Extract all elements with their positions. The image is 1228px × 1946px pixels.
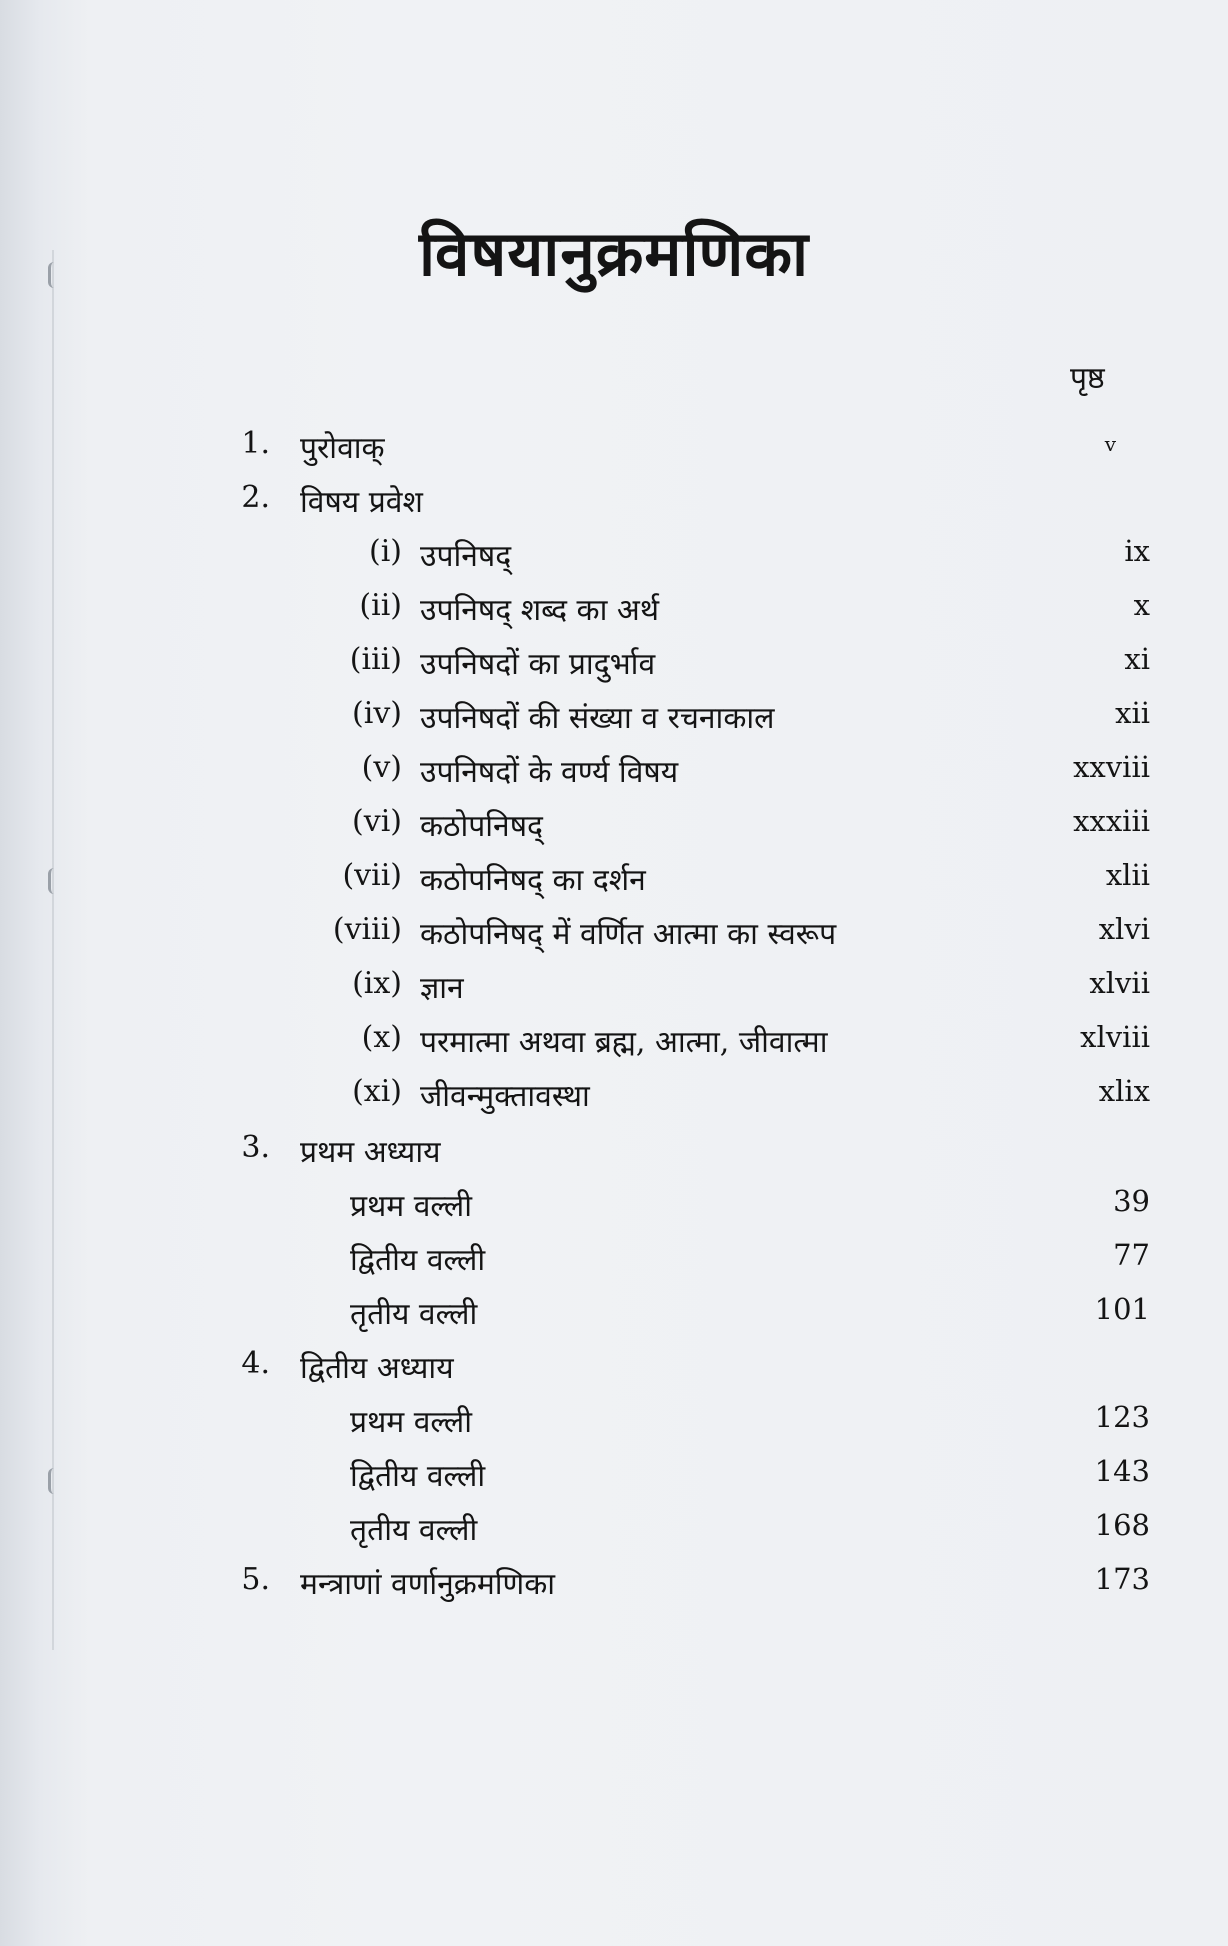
toc-entry-number: 4. bbox=[241, 1346, 270, 1381]
toc-entry-label: उपनिषद् शब्द का अर्थ bbox=[420, 593, 659, 628]
toc-entry-number: (vi) bbox=[352, 804, 402, 839]
toc-entry-page: 168 bbox=[1094, 1508, 1150, 1542]
toc-entry bbox=[0, 480, 1228, 530]
toc-entry bbox=[0, 534, 1228, 584]
toc-entry bbox=[0, 1074, 1228, 1124]
toc-entry-page: 143 bbox=[1094, 1454, 1150, 1488]
toc-entry bbox=[0, 1184, 1228, 1234]
toc-entry-page: xlix bbox=[1098, 1074, 1150, 1108]
toc-entry-label: प्रथम वल्ली bbox=[350, 1189, 473, 1224]
toc-entry-label: उपनिषदों के वर्ण्य विषय bbox=[420, 755, 679, 790]
toc-entry bbox=[0, 1454, 1228, 1504]
toc-entry bbox=[0, 1020, 1228, 1070]
toc-entry-page: xii bbox=[1115, 696, 1150, 730]
toc-entry bbox=[0, 696, 1228, 746]
toc-entry-number: (ix) bbox=[352, 966, 402, 1001]
toc-entry-label: द्वितीय अध्याय bbox=[300, 1351, 454, 1386]
toc-entry bbox=[0, 1562, 1228, 1612]
toc-entry-label: द्वितीय वल्ली bbox=[350, 1459, 486, 1494]
toc-entry-number: (vii) bbox=[342, 858, 402, 893]
toc-entry-page: v bbox=[1104, 432, 1116, 456]
toc-entry bbox=[0, 1400, 1228, 1450]
toc-entry-number: 1. bbox=[241, 426, 270, 461]
toc-entry-number: (viii) bbox=[332, 912, 402, 947]
toc-entry-page: 173 bbox=[1094, 1562, 1150, 1596]
toc-entry-label: ज्ञान bbox=[420, 971, 464, 1006]
toc-entry-page: xi bbox=[1124, 642, 1150, 676]
toc-entry-label: विषय प्रवेश bbox=[300, 485, 423, 520]
toc-entry-number: (iii) bbox=[349, 642, 402, 677]
toc-entry bbox=[0, 1238, 1228, 1288]
toc-entry-page: xxviii bbox=[1073, 750, 1150, 784]
toc-entry bbox=[0, 642, 1228, 692]
toc-entry-page: 39 bbox=[1113, 1184, 1150, 1218]
page-title: विषयानुक्रमणिका bbox=[418, 217, 810, 290]
toc-entry-number: (ii) bbox=[359, 588, 402, 623]
toc-entry-label: कठोपनिषद् bbox=[420, 809, 543, 844]
toc-entry-label: कठोपनिषद् का दर्शन bbox=[420, 863, 646, 898]
toc-entry bbox=[0, 1346, 1228, 1396]
toc-entry-number: (iv) bbox=[352, 696, 402, 731]
toc-entry-label: द्वितीय वल्ली bbox=[350, 1243, 486, 1278]
toc-entry-label: मन्त्राणां वर्णानुक्रमणिका bbox=[300, 1567, 556, 1602]
toc-entry-label: तृतीय वल्ली bbox=[350, 1513, 478, 1548]
toc-entry-page: xxxiii bbox=[1073, 804, 1150, 838]
toc-entry-number: (i) bbox=[368, 534, 402, 569]
toc-entry-page: 123 bbox=[1094, 1400, 1150, 1434]
toc-entry bbox=[0, 750, 1228, 800]
page-column-header: पृष्ठ bbox=[1070, 361, 1105, 396]
toc-entry bbox=[0, 1292, 1228, 1342]
toc-entry-page: ix bbox=[1124, 534, 1150, 568]
toc-entry-label: कठोपनिषद् में वर्णित आत्मा का स्वरूप bbox=[420, 917, 837, 952]
toc-entry-page: 101 bbox=[1094, 1292, 1150, 1326]
toc-entry bbox=[0, 426, 1228, 476]
toc-entry-label: उपनिषदों का प्रादुर्भाव bbox=[420, 647, 656, 682]
toc-entry-label: परमात्मा अथवा ब्रह्म, आत्मा, जीवात्मा bbox=[420, 1025, 828, 1060]
toc-entry-number: 3. bbox=[241, 1130, 270, 1165]
toc-entry-number: (x) bbox=[361, 1020, 402, 1055]
toc-entry-number: 2. bbox=[241, 480, 270, 515]
toc-entry-label: प्रथम अध्याय bbox=[300, 1135, 441, 1170]
toc-entry-label: पुरोवाक् bbox=[300, 431, 385, 466]
toc-entry bbox=[0, 588, 1228, 638]
toc-entry-label: जीवन्मुक्तावस्था bbox=[420, 1079, 590, 1114]
toc-entry-page: xlii bbox=[1105, 858, 1150, 892]
toc-entry-label: तृतीय वल्ली bbox=[350, 1297, 478, 1332]
toc-entry-label: उपनिषद् bbox=[420, 539, 512, 574]
toc-entry-page: x bbox=[1133, 588, 1150, 622]
toc-entry-page: 77 bbox=[1113, 1238, 1150, 1272]
toc-entry-page: xlviii bbox=[1080, 1020, 1150, 1054]
toc-entry bbox=[0, 858, 1228, 908]
toc-entry bbox=[0, 912, 1228, 962]
toc-entry-page: xlvii bbox=[1089, 966, 1150, 1000]
toc-entry bbox=[0, 804, 1228, 854]
toc-entry-page: xlvi bbox=[1098, 912, 1150, 946]
toc-entry-number: (v) bbox=[361, 750, 402, 785]
toc-entry bbox=[0, 966, 1228, 1016]
toc-entry-label: प्रथम वल्ली bbox=[350, 1405, 473, 1440]
toc-entry bbox=[0, 1130, 1228, 1180]
toc-entry-label: उपनिषदों की संख्या व रचनाकाल bbox=[420, 701, 775, 736]
toc-entry bbox=[0, 1508, 1228, 1558]
toc-entry-number: 5. bbox=[241, 1562, 270, 1597]
toc-entry-number: (xi) bbox=[352, 1074, 402, 1109]
